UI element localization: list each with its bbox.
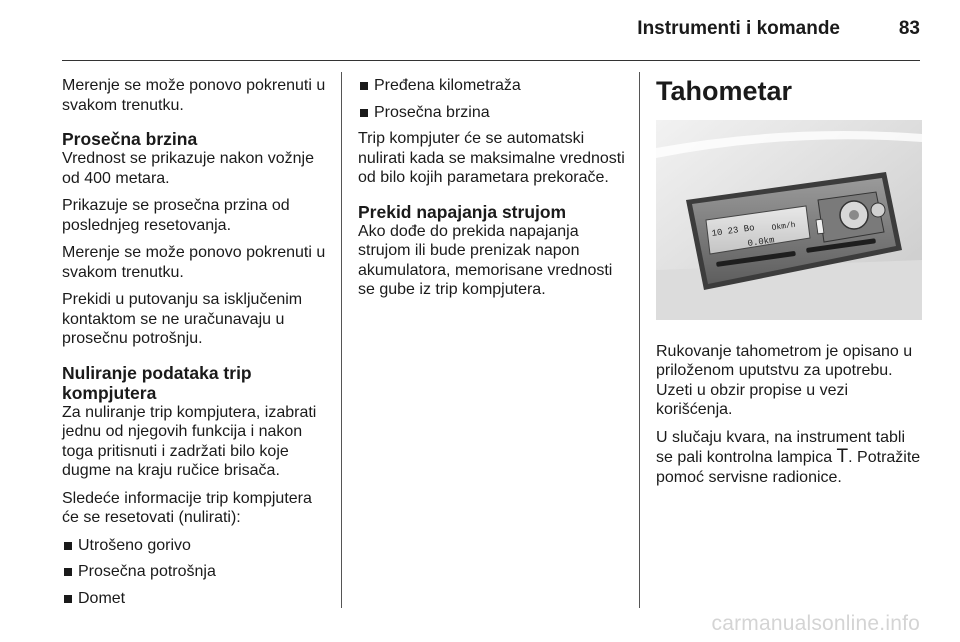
paragraph-text: U slučaju kvara, na instrument tabli se pali kontrolna lampica: [656, 428, 905, 466]
column-divider: [639, 72, 640, 608]
list-item: Domet: [62, 589, 330, 609]
list-item: Pređena kilometraža: [358, 76, 628, 96]
column-left: [62, 76, 330, 615]
paragraph: Prekidi u putovanju sa isključenim kontaktom se ne uračunavaju u prosečnu potrošnju.: [62, 291, 303, 347]
paragraph: Za nuliranje trip kompjutera, izabrati jednu od njegovih funkcija i nakon toga pritisnuti i zadržati bilo koje dugme na kraju ručice brisača.: [62, 403, 317, 479]
column-middle: [358, 76, 628, 308]
tachograph-display-text: 10 23 Bo: [711, 223, 756, 239]
tachograph-warning-icon: T: [836, 446, 849, 467]
paragraph: [656, 428, 926, 488]
header-rule: [62, 60, 920, 61]
section-heading-average-speed: Prosečna brzina: [62, 129, 198, 149]
column-right: [656, 76, 926, 495]
paragraph: Trip kompjuter će se automatski nulirati kada se maksimalne vrednosti od bilo kojih parametara prekorače.: [358, 130, 625, 186]
paragraph-text: . Potražite pomoć servisne radionice.: [656, 449, 921, 486]
paragraph: Merenje se može ponovo pokrenuti u svakom trenutku.: [62, 244, 326, 281]
paragraph: Ako dođe do prekida napajanja strujom ili bude prenizak napon akumulatora, memorisane vrednosti se gube iz trip kompjutera.: [358, 222, 613, 298]
tachograph-display-text: Okm/h: [771, 220, 797, 233]
paragraph: Sledeće informacije trip kompjutera će se resetovati (nulirati):: [62, 489, 312, 526]
section-heading-power-interruption: Prekid napajanja strujom: [358, 201, 567, 222]
section-title-tachograph: Tahometar: [656, 76, 793, 106]
paragraph: Rukovanje tahometrom je opisano u priloženom uputstvu za upotrebu. Uzeti u obzir propise u vezi korišćenja.: [656, 342, 913, 418]
list-item: Prosečna brzina: [358, 103, 628, 123]
paragraph: Prikazuje se prosečna przina od poslednjeg resetovanja.: [62, 197, 290, 234]
paragraph: Vrednost se prikazuje nakon vožnje od 400 metara.: [62, 150, 314, 187]
tachograph-display-text: 0.0km: [747, 235, 776, 249]
page-number: 83: [898, 18, 920, 39]
list-item: Utrošeno gorivo: [62, 536, 330, 556]
tachograph-illustration: [656, 120, 922, 320]
list-item: Prosečna potrošnja: [62, 562, 330, 582]
header-title: Instrumenti i komande: [637, 18, 840, 39]
watermark: carmanualsonline.info: [711, 612, 920, 635]
page-header: [0, 0, 960, 62]
section-heading-reset: Nuliranje podataka trip kompjutera: [62, 362, 252, 403]
paragraph: Merenje se može ponovo pokrenuti u svakom trenutku.: [62, 77, 326, 114]
column-divider: [341, 72, 342, 608]
